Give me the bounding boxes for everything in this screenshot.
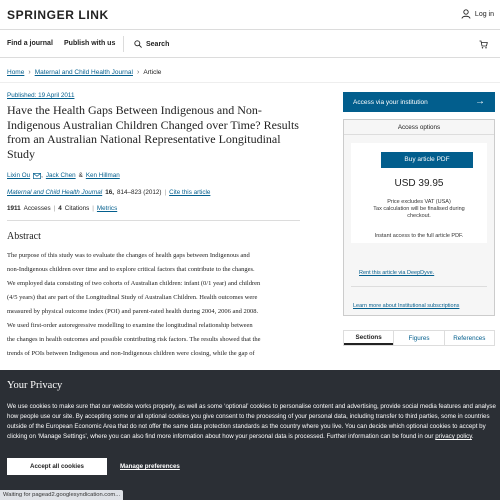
login-label: Log in xyxy=(474,10,494,18)
article-tabs xyxy=(343,330,495,346)
accept-cookies-button[interactable]: Accept all cookies xyxy=(7,458,107,475)
springer-link-logo[interactable]: SPRINGER LINK xyxy=(7,8,109,22)
breadcrumb-current: Article xyxy=(143,69,162,76)
search-icon xyxy=(134,40,142,48)
price: USD 39.95 xyxy=(394,178,444,189)
cite-article-link[interactable]: Cite this article xyxy=(169,189,211,196)
publish-link[interactable]: Publish with us xyxy=(64,40,116,47)
access-options-panel xyxy=(343,119,495,316)
user-icon xyxy=(461,9,471,19)
manage-preferences-link[interactable]: Manage preferences xyxy=(120,463,180,470)
author-link[interactable]: Ken Hillman xyxy=(85,172,120,179)
accesses-count: 1911 xyxy=(7,205,21,212)
rent-deepdyve-link[interactable]: Rent this article via DeepDyve. xyxy=(359,270,435,276)
search-label: Search xyxy=(146,40,170,48)
cookie-body: We use cookies to make sure that our website works properly, as well as some ‘optional’ cookies to personalise content and advertising, provide social media features and analyse how people use our site. By accepting some or all optional cookies you give consent to the processing of your personal data, including transfer to third parties, some in countries outside of the European Economic Area that do not offer the same data protection standards as the country where you live. You can decide which optional cookies to accept by clicking on ‘Manage Settings’, where you can also find more information about how your personal data is processed. Further information can be found in our xyxy=(7,403,496,440)
access-institution-button[interactable] xyxy=(343,92,495,112)
browser-status-bar: Waiting for pagead2.googlesyndication.com... xyxy=(0,490,123,500)
accesses-label: Accesses xyxy=(23,205,51,212)
abstract-line: (4/5 years) that are part of the Longitudinal Study of Australian Children. Health outcomes were xyxy=(7,294,258,301)
separator: | xyxy=(53,205,56,212)
separator: | xyxy=(164,189,167,196)
abstract-line: We employed data consisting of two cohorts of Australian children: infant (0/1 year) and children xyxy=(7,280,261,287)
login-link[interactable] xyxy=(461,9,494,19)
chevron-right-icon: › xyxy=(136,69,140,76)
instant-access-note: Instant access to the full article PDF. xyxy=(374,233,464,239)
search-button[interactable] xyxy=(134,40,169,48)
access-institution-label: Access via your institution xyxy=(353,98,428,106)
author-separator: , xyxy=(41,172,43,179)
citations-count: 4 xyxy=(58,205,62,212)
vat-line: Tax calculation will be finalised during xyxy=(373,206,465,212)
published-date[interactable]: Published: 19 April 2011 xyxy=(7,92,75,99)
chevron-right-icon: › xyxy=(28,69,31,76)
cookie-banner xyxy=(0,370,500,500)
cookie-text xyxy=(7,402,497,442)
vat-note xyxy=(351,199,487,220)
journal-volume: 16, xyxy=(105,189,114,196)
journal-citation xyxy=(7,189,210,196)
author-separator: & xyxy=(78,172,83,179)
abstract-line: measured by physical outcome index (POI) and parent-rated health during 2004, 2006 and 2008. xyxy=(7,308,259,315)
author-link[interactable]: Lixin Ou xyxy=(7,172,31,179)
cookie-title: Your Privacy xyxy=(7,380,63,391)
breadcrumb-bar xyxy=(0,63,500,83)
arrow-right-icon: → xyxy=(475,96,485,107)
abstract-heading: Abstract xyxy=(7,231,41,242)
privacy-policy-link[interactable]: privacy policy xyxy=(435,433,472,440)
article-title: Have the Health Gaps Between Indigenous and Non-Indigenous Australian Children Changed over Time? Results from an Australian National Representative Longitudinal Study xyxy=(7,103,299,161)
divider xyxy=(7,220,300,221)
institutional-subscriptions-link[interactable]: Learn more about Institutional subscriptions xyxy=(353,303,460,309)
buy-article-card xyxy=(351,143,487,243)
cart-icon[interactable] xyxy=(479,40,488,49)
vat-line: checkout. xyxy=(407,213,431,219)
tab-figures[interactable]: Figures xyxy=(393,331,443,345)
cookie-body-end: . xyxy=(471,433,474,440)
tab-references[interactable]: References xyxy=(444,331,494,345)
vat-line: Price excludes VAT (USA) xyxy=(387,199,451,205)
tab-sections[interactable]: Sections xyxy=(344,331,393,345)
buy-pdf-button[interactable]: Buy article PDF xyxy=(381,152,473,168)
separator: | xyxy=(92,205,94,212)
abstract-line: We used first-order autoregressive modelling to examine the longitudinal relationship between xyxy=(7,322,253,329)
abstract-line: The purpose of this study was to evaluate the changes of health gaps between Indigenous and xyxy=(7,252,250,259)
breadcrumb xyxy=(7,69,161,76)
main-nav xyxy=(0,30,500,58)
find-journal-link[interactable]: Find a journal xyxy=(7,40,53,47)
access-options-heading: Access options xyxy=(344,120,494,135)
divider xyxy=(351,286,487,287)
nav-divider xyxy=(123,36,124,52)
article-metrics xyxy=(7,205,117,212)
journal-pages: 814–823 (2012) xyxy=(116,189,162,196)
abstract-line: trends of POIs between Indigenous and non-Indigenous children were closing, while the gap of xyxy=(7,350,255,357)
metrics-link[interactable]: Metrics xyxy=(96,205,118,212)
abstract-line: the changes in health outcomes and possible contributing risk factors. The results showed that the xyxy=(7,336,261,343)
author-link[interactable]: Jack Chen xyxy=(45,172,76,179)
abstract-line: non-Indigenous children over time and to explore critical factors that contribute to the changes. xyxy=(7,266,255,273)
citations-label: Citations xyxy=(64,205,90,212)
breadcrumb-home[interactable]: Home xyxy=(7,69,25,76)
journal-link[interactable]: Maternal and Child Health Journal xyxy=(7,189,103,196)
author-list xyxy=(7,172,120,179)
breadcrumb-journal[interactable]: Maternal and Child Health Journal xyxy=(34,69,133,76)
email-icon[interactable] xyxy=(33,173,41,179)
site-header xyxy=(0,0,500,30)
